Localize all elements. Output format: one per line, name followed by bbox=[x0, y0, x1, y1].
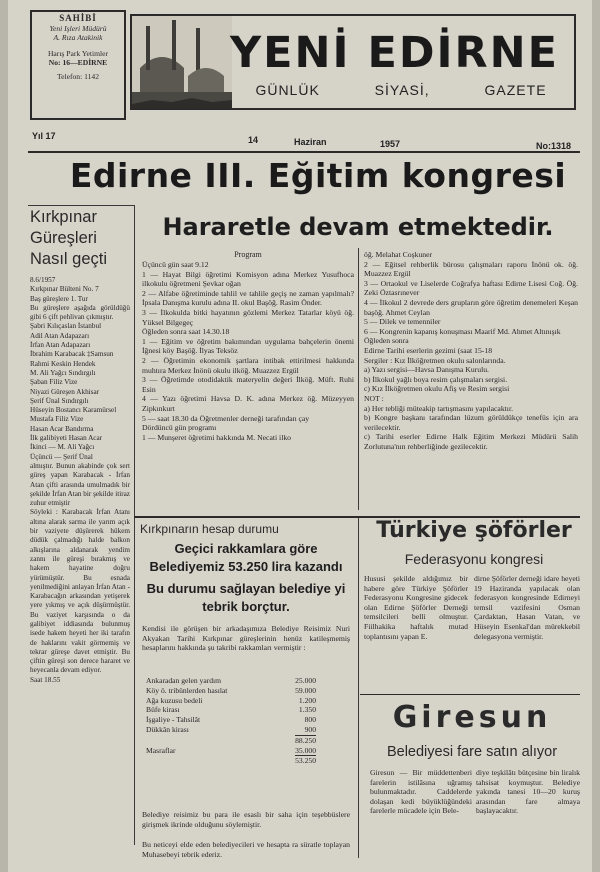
lead-paragraph: c) Tarihi eserler Edirne Halk Eğitim Merkezi Müdürü Salih Zorlutuna'nın rehberliğinde gezilecektir. bbox=[364, 432, 578, 451]
lead-paragraph: 5 — Dilek ve temenniler bbox=[364, 317, 441, 327]
subtitle-word: GAZETE bbox=[484, 82, 547, 98]
owner-line: Harış Park Yetimler bbox=[47, 48, 109, 58]
kirkpinar-paragraph: Şerif Ünal Sındırgılı bbox=[30, 396, 89, 405]
kirkpinar-paragraph: Hüseyin Bostancı Karamürsel bbox=[30, 406, 117, 415]
row-label: Ankaradan gelen yardım bbox=[146, 676, 222, 685]
lead-paragraph: 3 — Öğretimde otodidaktik materyelin değeri İlköğ. Müft. Ruhi Esin bbox=[142, 375, 354, 394]
volume-year: Yıl 17 bbox=[32, 131, 56, 141]
lead-paragraph: 6 — Kongrenin kapanış konuşması Maarif Md. Ahmet Altınışık bbox=[364, 326, 561, 336]
row-value: 25.000 bbox=[295, 676, 316, 685]
lead-paragraph: 3 — Ortaokul ve Liselerde Coğrafya haftası Edirne Lisesi Coğ. Öğ. Zeki Öztasrınever bbox=[364, 278, 578, 298]
row-label: Köy ö. tribünlerden hasılat bbox=[146, 685, 228, 695]
kirkpinar-paragraph: Üçüncü — Şerif Ünal bbox=[30, 452, 93, 461]
lead-paragraph: Öğleden sonra bbox=[364, 336, 409, 346]
kirkpinar-paragraph: İkinci — M. Ali Yağcı bbox=[30, 443, 95, 452]
table-total-row bbox=[146, 755, 316, 766]
soforler-col-1: Hususi şekilde aldığımız bir habere göre Türkiye Şöförler Federasyonu Kongresine gidecek olan Edirne Şöförler Derneği temsilcileri belli olmuştur. Fiilhakika haftalık mutad toplantısını yapan E. bbox=[364, 574, 468, 641]
owner-title: SAHİBİ bbox=[59, 13, 97, 23]
lead-paragraph: öğ. Melahat Coşkuner bbox=[364, 250, 433, 259]
lead-paragraph: 4 — İlkokul 2 devrede ders grupların göre öğretim denemeleri Keşan başöğ. Ahmet Ceylan bbox=[364, 297, 578, 317]
column-rule bbox=[28, 205, 134, 206]
owner-line: Telefon: 1142 bbox=[57, 71, 99, 81]
lead-paragraph: Sergiler : Kız İlköğretmen okulu salonlarında. bbox=[364, 355, 506, 365]
hesap-headline-1: Geçici rakkamlara göre Belediyemiz 53.250 lira kazandı bbox=[149, 541, 343, 574]
column-rule bbox=[358, 518, 359, 858]
date-year: 1957 bbox=[380, 139, 401, 149]
masthead-subtitle bbox=[228, 82, 574, 98]
hesap-headline-2: Bu durumu sağlayan belediye yi tebrik borçtur. bbox=[146, 581, 346, 614]
row-value: 900 bbox=[304, 724, 316, 734]
date-day: 14 bbox=[248, 135, 259, 145]
row-label: Büfe kirası bbox=[146, 705, 180, 715]
lead-paragraph: 5 — saat 18.30 da Öğretmenler derneği tarafından çay bbox=[142, 413, 310, 423]
row-label: İşgaliye - Tahsilât bbox=[146, 715, 201, 725]
section-rule bbox=[360, 694, 580, 695]
table-row bbox=[146, 696, 316, 706]
lead-paragraph: 2 — Eğitsel rehberlik bürosu çalışmaları raporu İnönü ok. öğ. Muazzez Ergül bbox=[364, 259, 578, 279]
lead-paragraph: b) Kongre başkanı tarafından lüzum görüldükçe tenefüs için ara verilecektir. bbox=[364, 413, 578, 432]
mosque-illustration bbox=[132, 16, 232, 108]
kirkpinar-paragraph: Rahmi Keskin Hendek bbox=[30, 359, 96, 368]
lead-paragraph: Dördüncü gün programı bbox=[142, 423, 217, 433]
date-month: Haziran bbox=[294, 137, 327, 147]
lead-paragraph: Üçüncü gün saat 9.12 bbox=[142, 260, 209, 269]
owner-line: Yeni Işleri Müdürü bbox=[49, 23, 107, 33]
row-value: 800 bbox=[304, 715, 316, 725]
lead-paragraph: 4 — Yazı öğretimi Havsa D. K. adına Merkez öğ. Müzeyyen Zipkınkurt bbox=[142, 394, 354, 413]
kirkpinar-paragraph: Adil Atan Adapazarı bbox=[30, 331, 90, 340]
title-line: Kırkpınar bbox=[30, 208, 97, 226]
subtitle-word: SİYASİ, bbox=[374, 82, 430, 98]
kirkpinar-paragraph: Saat 18.55 bbox=[30, 675, 61, 684]
kirkpinar-paragraph: M. Ali Yağcı Sındırgılı bbox=[30, 368, 96, 377]
table-row bbox=[146, 676, 316, 686]
hesap-closing: Belediye reisimiz bu para ile esaslı bir saha için teşebbüslere girişmek ikrinde olduğunu söylemiştir. bbox=[142, 810, 350, 829]
row-value: 1.200 bbox=[298, 695, 316, 705]
giresun-headline: Giresun bbox=[392, 700, 552, 735]
soforler-subhead: Federasyonu kongresi bbox=[404, 551, 544, 567]
kirkpinar-body bbox=[30, 276, 130, 866]
lead-paragraph: b) İlkokul yağlı boya resim çalışmaları sergisi. bbox=[364, 374, 508, 384]
lead-paragraph: Öğleden sonra saat 14.30.18 bbox=[142, 327, 230, 337]
kirkpinar-paragraph: Mustafa Filiz Vize bbox=[30, 415, 84, 424]
row-value: 1.350 bbox=[298, 705, 316, 715]
hesap-kicker: Kırkpınarın hesap durumu bbox=[140, 522, 279, 536]
kirkpinar-title bbox=[30, 207, 132, 270]
table-row bbox=[146, 705, 316, 715]
title-line: Nasıl geçti bbox=[30, 250, 108, 268]
kirkpinar-paragraph: İbrahim Karabacak ‡Samsun bbox=[30, 350, 114, 359]
row-label: Ağa kuzusu bedeli bbox=[146, 695, 203, 705]
lead-paragraph: 2 — Öğretimin ekonomik şartlara intibak ettirilmesi hakkında muhtıra Merkez İnönü okulu ilköğ. Muazzez Ergül bbox=[142, 355, 354, 375]
kirkpinar-paragraph: 8.6/1957 bbox=[30, 276, 56, 284]
owner-box bbox=[30, 10, 126, 120]
kirkpinar-paragraph: Şaban Filiz Vize bbox=[30, 378, 78, 387]
lead-paragraph: 1 — Hayat Bilgi öğretimi Komisyon adına Merkez Yusufhoca ilkokulu öğretmeni Şevkar oğan bbox=[142, 269, 354, 289]
kirkpinar-paragraph: almıştır. Bunun akabinde çok sert güreş yapan Karabacak - İrfan Atan çifti arasında umulmadık bir şekilde İrfan Atan bir şekilde itiraz zuhur etmiştir bbox=[30, 461, 130, 508]
table-total-row bbox=[146, 746, 316, 756]
giresun-subhead: Belediyesi fare satın alıyor bbox=[386, 744, 558, 760]
owner-line: A. Rıza Atakinik bbox=[53, 33, 103, 43]
kirkpinar-paragraph: İrfan Atan Adapazarı bbox=[30, 341, 91, 350]
newspaper-title: YENİ EDİRNE bbox=[230, 28, 560, 78]
row-value: 35.000 bbox=[295, 745, 316, 755]
giresun-col-1: Giresun — Bir müddettenberi farelerin istilâsına uğramış bulunmaktadır. Caddelerde dolaşan kedi büyüklüğündeki farelerle mücadele için Bele- bbox=[370, 768, 472, 816]
lead-headline: Edirne III. Eğitim kongresi bbox=[69, 156, 567, 195]
subtitle-word: GÜNLÜK bbox=[255, 82, 320, 98]
kirkpinar-paragraph: Baş güreşlere 1. Tur bbox=[30, 294, 88, 303]
lead-paragraph: 2 — Alfabe öğretiminde tahlil ve tahlile geçiş ne zaman yapılmalı? İpsala Danışma kurulu adına II. okul Başöğ. Rasim Önder. bbox=[142, 288, 354, 308]
kirkpinar-paragraph: Söyleki : Karabacak İrfan Atanı altına alarak sarma ile yarım açık bir vaziyete düşürerek hükem düdük çalmadığı halde balkon alkışlarına aldanarak yendim zannı ile güreşi bırakmış ve hakem hayatine doğru yürümüştür. Bu esnada yenilmediğini anlayan İrfan Atan - Karabacağın arkasından yetişerek yere yıkmış ve açık düşürmüştür. Bu vaziyet karşısında o da galibiyet iddiasında bulunmuş isede hakem heyeti her iki tarafın de haklarını vakit görmemiş ve tekrar güreşe davet etmiştir. Bu çiftin güreşi son derece hararet ve heyecanla devam ediyor. bbox=[30, 508, 130, 675]
hesap-intro: Kendisi ile görüşen bir arkadaşımıza Belediye Reisimiz Nuri Akyakan Tarihi Kırkpınar güreşlerinin henüz katileşmemiş hesaplarını hakkında şu takribi rakkamları vermiştir : bbox=[142, 624, 350, 653]
lead-subhead: Hararetle devam etmektedir. bbox=[162, 213, 554, 241]
hesap-closing-2: Bu neticeyi elde eden belediyecileri ve hesapta ra süratle toplayan Muhasebeyi tebrik ederiz. bbox=[142, 840, 350, 859]
table-row bbox=[146, 725, 316, 735]
masthead-banner bbox=[130, 14, 576, 110]
row-label: Dükkân kirası bbox=[146, 724, 189, 734]
owner-line: No: 16—EDİRNE bbox=[48, 58, 108, 68]
program-label: Program bbox=[234, 250, 262, 259]
table-row bbox=[146, 686, 316, 696]
hesap-table bbox=[146, 676, 316, 766]
row-label: Masraflar bbox=[146, 745, 176, 755]
kirkpinar-paragraph: İlk galibiyeti Hasan Acar bbox=[30, 434, 103, 443]
lead-paragraph: 3 — İlkokulda bitki hayatının gözlemi Merkez Tatarlar köyü öğ. Yüksel Bilgegeç bbox=[142, 307, 354, 327]
lead-paragraph: 1 — Eğitim ve öğretim bakımından uygulama bahçelerin önemi İğnesi köy Başöğ. İlyas Teksöz bbox=[142, 336, 354, 356]
lead-paragraph: c) Kız İlköğretmen okulu Afiş ve Resim sergisi bbox=[364, 384, 510, 394]
kirkpinar-paragraph: Kırkpınar Bülteni No. 7 bbox=[30, 285, 99, 294]
kirkpinar-paragraph: Şabri Kılıçaslan İstanbul bbox=[30, 322, 102, 331]
lead-paragraph: 1 — Munşeret öğretimi hakkında M. Necati ilko bbox=[142, 432, 292, 442]
lead-paragraph: a) Yazı sergisi—Havsa Danışma Kurulu. bbox=[364, 365, 489, 375]
table-total-row bbox=[146, 735, 316, 746]
title-line: Güreşleri bbox=[30, 229, 97, 247]
lead-right-column bbox=[364, 250, 578, 512]
lead-paragraph: Edirne Tarihi eserlerin gezimi (saat 15-18 bbox=[364, 345, 493, 355]
row-value: 88.250 bbox=[295, 735, 316, 745]
dateline bbox=[28, 127, 580, 153]
row-value: 53.250 bbox=[295, 756, 316, 766]
lead-paragraph: NOT : bbox=[364, 393, 384, 403]
column-rule bbox=[358, 248, 359, 510]
row-value: 59.000 bbox=[295, 685, 316, 695]
lead-left-column bbox=[142, 260, 354, 510]
kirkpinar-paragraph: Bu güreşlere aşağıda görüldüğü gibi 6 çift pehlivan çıkmıştır. bbox=[30, 303, 130, 322]
issue-number: No:1318 bbox=[536, 141, 572, 151]
kirkpinar-paragraph: Hasan Acar Bandırma bbox=[30, 424, 94, 433]
column-rule bbox=[134, 205, 135, 845]
giresun-col-2: diye teşkilâtı bütçesine bin liralık tahsisat koymuştur. Belediye yakında tanesi 10—20 kuruş arasından fare almaya başlayacaktır. bbox=[476, 768, 580, 816]
kirkpinar-paragraph: Niyazi Güreşen Akhisar bbox=[30, 387, 100, 396]
soforler-headline: Türkiye şöförler bbox=[376, 518, 572, 543]
table-row bbox=[146, 715, 316, 725]
soforler-col-2: dirne Şöförler derneği idare heyeti 19 Haziranda yapılacak olan federasyon kongresinde Edirneyi temsil vazifesini Osman Çardaktan, Hasan Vatan, ve Hüseyin Esenkal'dan mürekkebil delegasyona vermiştir. bbox=[474, 574, 580, 641]
newspaper-page bbox=[8, 0, 592, 872]
lead-paragraph: a) Her tebliği müteakip tartışmasını yapılacaktır. bbox=[364, 403, 514, 413]
